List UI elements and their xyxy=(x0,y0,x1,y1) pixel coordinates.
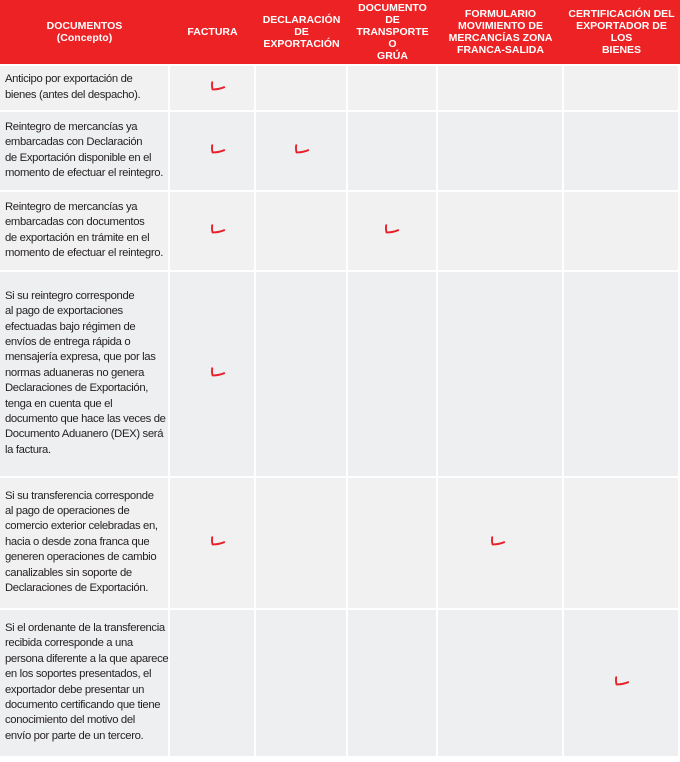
check-mark-icon xyxy=(490,535,506,547)
check-mark-icon xyxy=(210,223,226,235)
header-label-line: DECLARACIÓN DE xyxy=(262,14,341,38)
concept-text-line: envíos de entrega rápida o xyxy=(5,335,131,348)
concept-text-line: Declaraciones de Exportación, xyxy=(5,382,149,395)
header-formulario-zona-franca xyxy=(438,0,564,64)
cell-declaracion-exportacion xyxy=(256,110,348,190)
table-row xyxy=(0,64,680,110)
cell-factura xyxy=(170,476,256,608)
concept-text-line: documento que hace las veces de xyxy=(5,413,166,426)
concept-text-line: Si el ordenante de la transferencia xyxy=(5,621,165,634)
header-label-line: BIENES xyxy=(601,44,642,56)
header-label-line: MOVIMIENTO DE xyxy=(458,20,543,32)
header-label-line: MERCANCÍAS ZONA xyxy=(448,32,553,44)
header-label-line: FRANCA-SALIDA xyxy=(457,44,544,56)
header-label-line: EXPORTADOR DE LOS xyxy=(576,20,667,44)
check-mark-icon xyxy=(210,366,226,378)
check-mark-icon xyxy=(210,143,226,155)
concept-text-line: tenga en cuenta que el xyxy=(5,397,113,410)
cell-factura xyxy=(170,270,256,476)
table-row xyxy=(0,608,680,756)
concept-text-line: Reintegro de mercancías ya xyxy=(5,200,138,213)
table-row xyxy=(0,110,680,190)
concept-cell xyxy=(0,190,170,270)
header-label-line: EXPORTACIÓN xyxy=(263,38,340,50)
concept-cell xyxy=(0,608,170,756)
cell-formulario-zona-franca xyxy=(438,190,564,270)
cell-formulario-zona-franca xyxy=(438,476,564,608)
concept-text-line: Declaraciones de Exportación. xyxy=(5,582,149,595)
header-certificacion-exportador xyxy=(564,0,680,64)
cell-certificacion-exportador xyxy=(564,270,680,476)
cell-declaracion-exportacion xyxy=(256,190,348,270)
check-mark-icon xyxy=(384,223,400,235)
cell-certificacion-exportador xyxy=(564,608,680,756)
header-declaracion-exportacion xyxy=(256,0,348,64)
concept-text-line: momento de efectuar el reintegro. xyxy=(5,246,163,259)
concept-text-line: exportador debe presentar un xyxy=(5,683,145,696)
check-mark-icon xyxy=(614,675,630,687)
concept-text-line: normas aduaneras no genera xyxy=(5,366,145,379)
cell-documento-transporte xyxy=(348,190,438,270)
concept-cell xyxy=(0,476,170,608)
cell-documento-transporte xyxy=(348,608,438,756)
concept-text-line: embarcadas con documentos xyxy=(5,216,145,229)
concept-text-line: canalizables sin soporte de xyxy=(5,566,132,579)
concept-cell xyxy=(0,110,170,190)
header-label-line: FORMULARIO xyxy=(464,8,537,20)
header-label-line: TRANSPORTE O xyxy=(356,26,429,50)
header-label-line: DOCUMENTO DE xyxy=(358,2,427,26)
concept-text-line: mensajería expresa, que por las xyxy=(5,351,156,364)
concept-text-line: persona diferente a la que aparece xyxy=(5,652,169,665)
cell-declaracion-exportacion xyxy=(256,608,348,756)
concept-text-line: hacia o desde zona franca que xyxy=(5,535,150,548)
check-mark-icon xyxy=(210,535,226,547)
concept-text-line: de exportación en trámite en el xyxy=(5,231,150,244)
cell-documento-transporte xyxy=(348,270,438,476)
cell-declaracion-exportacion xyxy=(256,476,348,608)
cell-declaracion-exportacion xyxy=(256,64,348,110)
cell-factura xyxy=(170,608,256,756)
cell-factura xyxy=(170,110,256,190)
concept-text-line: de Exportación disponible en el xyxy=(5,151,152,164)
concept-text-line: Reintegro de mercancías ya xyxy=(5,120,138,133)
header-documento-transporte xyxy=(348,0,438,64)
concept-text-line: efectuadas bajo régimen de xyxy=(5,320,136,333)
table-row xyxy=(0,476,680,608)
concept-text-line: al pago de operaciones de xyxy=(5,504,130,517)
concept-cell xyxy=(0,64,170,110)
concept-text-line: recibida corresponde a una xyxy=(5,637,133,650)
cell-formulario-zona-franca xyxy=(438,64,564,110)
cell-formulario-zona-franca xyxy=(438,270,564,476)
check-mark-icon xyxy=(210,80,226,92)
header-label-line: DOCUMENTOS xyxy=(46,20,123,32)
concept-text-line: al pago de exportaciones xyxy=(5,305,123,318)
header-label-line: GRÚA xyxy=(377,50,408,62)
cell-certificacion-exportador xyxy=(564,190,680,270)
cell-documento-transporte xyxy=(348,110,438,190)
concept-text-line: momento de efectuar el reintegro. xyxy=(5,166,163,179)
concept-text-line: en los soportes presentados, el xyxy=(5,668,152,681)
table-row xyxy=(0,270,680,476)
cell-formulario-zona-franca xyxy=(438,608,564,756)
concept-text-line: conocimiento del motivo del xyxy=(5,714,135,727)
header-label-line: FACTURA xyxy=(187,26,238,38)
concept-text-line: envío por parte de un tercero. xyxy=(5,729,144,742)
cell-certificacion-exportador xyxy=(564,64,680,110)
header-row xyxy=(0,0,680,64)
cell-factura xyxy=(170,64,256,110)
concept-text-line: comercio exterior celebradas en, xyxy=(5,520,158,533)
concept-text-line: Documento Aduanero (DEX) será xyxy=(5,428,164,441)
cell-factura xyxy=(170,190,256,270)
cell-certificacion-exportador xyxy=(564,110,680,190)
header-label-line: CERTIFICACIÓN DEL xyxy=(568,8,675,20)
concept-text-line: generen operaciones de cambio xyxy=(5,551,157,564)
check-mark-icon xyxy=(294,143,310,155)
concept-text-line: embarcadas con Declaración xyxy=(5,136,143,149)
cell-formulario-zona-franca xyxy=(438,110,564,190)
cell-documento-transporte xyxy=(348,476,438,608)
concept-cell xyxy=(0,270,170,476)
cell-declaracion-exportacion xyxy=(256,270,348,476)
header-factura xyxy=(170,0,256,64)
concept-text-line: Anticipo por exportación de xyxy=(5,73,133,86)
concept-text-line: Si su transferencia corresponde xyxy=(5,489,154,502)
concept-text-line: bienes (antes del despacho). xyxy=(5,88,141,101)
cell-documento-transporte xyxy=(348,64,438,110)
concept-text-line: la factura. xyxy=(5,443,51,456)
header-label-line: (Concepto) xyxy=(56,32,113,44)
concept-text-line: documento certificando que tiene xyxy=(5,698,161,711)
header-concept xyxy=(0,0,170,64)
table-row xyxy=(0,190,680,270)
concept-text-line: Si su reintegro corresponde xyxy=(5,289,135,302)
cell-certificacion-exportador xyxy=(564,476,680,608)
